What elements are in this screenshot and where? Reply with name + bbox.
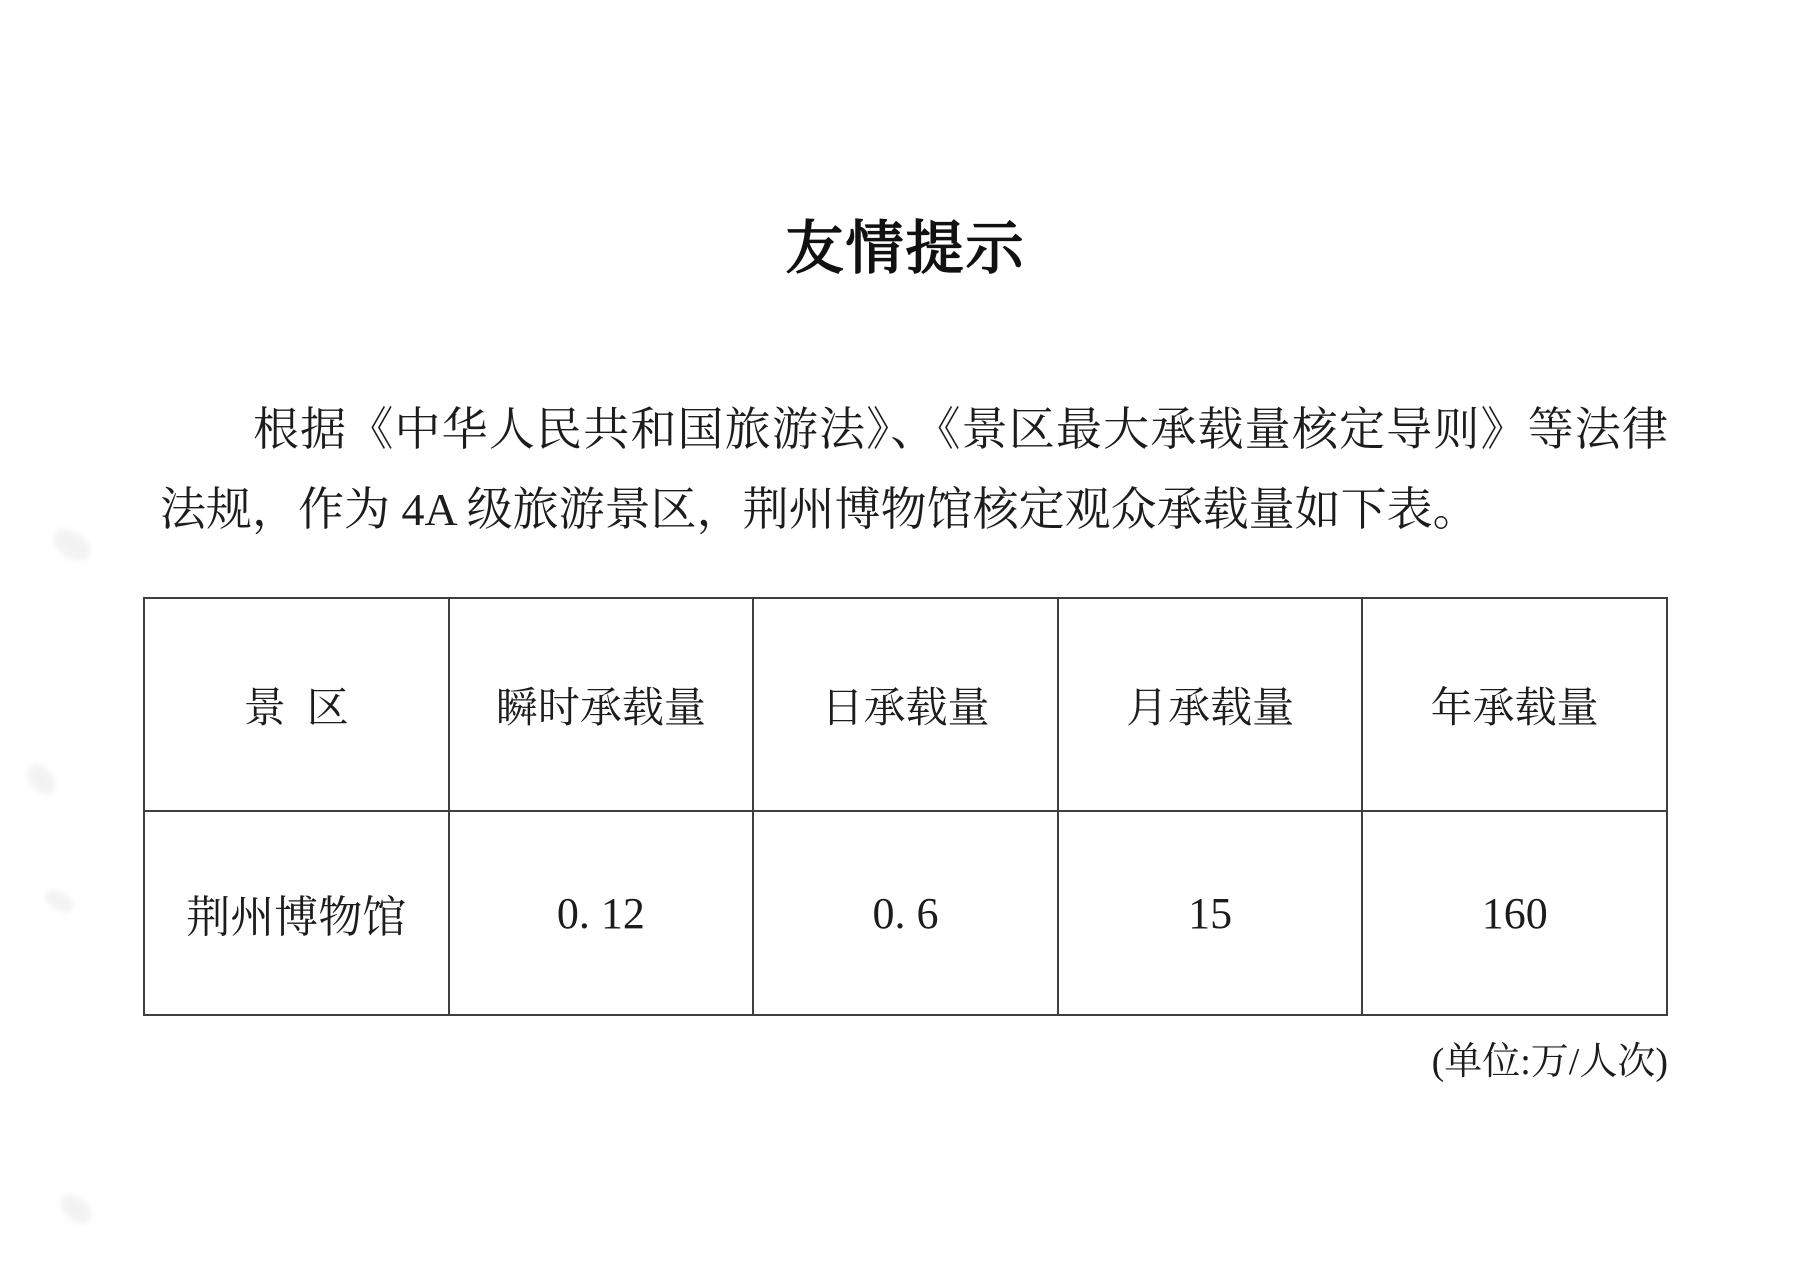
paragraph-line-2: 法规，作为 4A 级旅游景区，荆州博物馆核定观众承载量如下表。: [160, 484, 1479, 535]
cell-monthly-capacity: 15: [1058, 811, 1363, 1015]
header-cell-instant-capacity: 瞬时承载量: [449, 598, 754, 811]
unit-note: (单位:万/人次): [1431, 1041, 1668, 1083]
header-cell-monthly-capacity: 月承载量: [1058, 598, 1363, 811]
table-row: [144, 811, 1667, 1015]
scan-artifact: [48, 523, 96, 567]
page-title: 友情提示: [785, 216, 1026, 281]
cell-instant-capacity: 0. 12: [449, 811, 754, 1015]
header-cell-yearly-capacity: 年承载量: [1362, 598, 1667, 811]
capacity-table: [143, 597, 1668, 1016]
intro-paragraph: [160, 390, 1668, 550]
paragraph-line-1: 根据《中华人民共和国旅游法》、《景区最大承载量核定导则》等法律: [253, 404, 1668, 455]
scan-artifact: [42, 886, 77, 917]
cell-scenic-area: 荆州博物馆: [144, 811, 449, 1015]
table-header-row: [144, 598, 1667, 811]
cell-daily-capacity: 0. 6: [753, 811, 1058, 1015]
cell-yearly-capacity: 160: [1362, 811, 1667, 1015]
header-cell-daily-capacity: 日承载量: [753, 598, 1058, 811]
scan-artifact: [55, 1189, 97, 1229]
header-cell-scenic-area: 景 区: [144, 598, 449, 811]
scan-artifact: [22, 759, 61, 799]
